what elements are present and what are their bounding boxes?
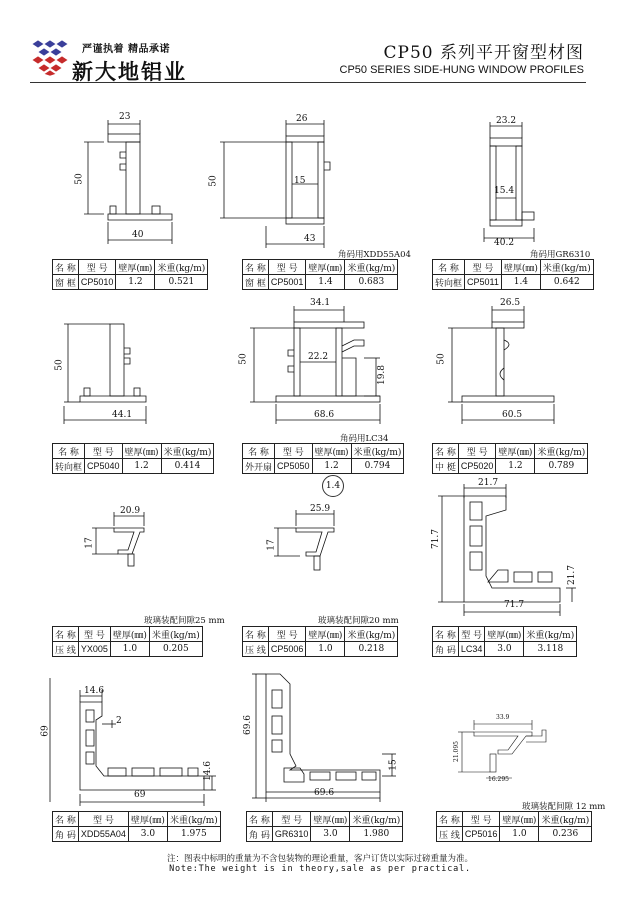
dim-label: 43	[304, 234, 316, 244]
glazing-gap-note: 玻璃装配间隙 12 mm	[522, 802, 606, 812]
dim-label: 15.4	[494, 186, 515, 196]
col-header: 米重(kg/m)	[539, 812, 592, 827]
spec-table-yx005	[52, 626, 203, 657]
spec-table-xdd55a04	[52, 811, 221, 842]
cell-thick: 3.0	[311, 827, 350, 842]
glazing-gap-note: 玻璃装配间隙20 mm	[318, 616, 399, 626]
dim-label: 69	[134, 790, 146, 800]
company-name: 新大地铝业	[72, 59, 187, 84]
dim-label: 50	[54, 359, 65, 371]
dim-label: 19.8	[377, 364, 388, 386]
col-header: 米重(kg/m)	[350, 812, 403, 827]
glazing-gap-note: 玻璃装配间隙25 mm	[144, 616, 225, 626]
col-header: 名 称	[53, 812, 79, 827]
dim-label: 40.2	[494, 238, 515, 248]
dim-label: 22.2	[308, 352, 329, 362]
spec-table-cp5016	[436, 811, 592, 842]
cell-thick: 1.4	[306, 275, 345, 290]
dim-label: 21.095	[453, 741, 460, 762]
col-header: 型 号	[458, 444, 496, 459]
col-header: 壁厚(㎜)	[306, 627, 345, 642]
dim-label: 71.7	[431, 528, 442, 550]
col-header: 壁厚(㎜)	[122, 444, 161, 459]
cell-name: 转向框	[53, 459, 85, 474]
col-header: 型 号	[78, 812, 128, 827]
col-header: 米重(kg/m)	[345, 627, 398, 642]
cell-weight: 0.683	[345, 275, 398, 290]
col-header: 名 称	[433, 260, 465, 275]
cell-model: CP5006	[268, 642, 306, 657]
col-header: 型 号	[78, 627, 110, 642]
cell-thick: 1.2	[122, 459, 161, 474]
col-header: 米重(kg/m)	[351, 444, 404, 459]
cell-weight: 0.414	[161, 459, 214, 474]
cell-weight: 0.521	[155, 275, 208, 290]
thickness-circle-mark: 1.4	[322, 475, 344, 497]
col-header: 名 称	[243, 260, 269, 275]
dim-label: 60.5	[502, 410, 523, 420]
dim-label: 71.7	[504, 600, 525, 610]
col-header: 名 称	[53, 444, 85, 459]
company-logo-icon	[28, 40, 72, 76]
cell-model: XDD55A04	[78, 827, 128, 842]
cell-model: YX005	[78, 642, 110, 657]
header-divider	[30, 82, 586, 83]
dim-label: 16.295	[488, 776, 509, 783]
cell-name: 压 线	[437, 827, 463, 842]
spec-table-cp5050	[242, 443, 404, 474]
cell-model: CP5050	[275, 459, 313, 474]
col-header: 米重(kg/m)	[540, 260, 593, 275]
profile-drawing-yx005	[84, 506, 174, 586]
dim-label: 50	[74, 173, 85, 185]
dim-label: 40	[132, 230, 144, 240]
cell-thick: 1.0	[110, 642, 149, 657]
cell-name: 角 码	[433, 642, 459, 657]
dim-label: 2	[116, 716, 122, 726]
cell-weight: 0.236	[539, 827, 592, 842]
cell-name: 压 线	[243, 642, 269, 657]
profile-drawing-cp5016	[452, 712, 562, 792]
cell-name: 转向框	[433, 275, 465, 290]
col-header: 米重(kg/m)	[161, 444, 214, 459]
cell-model: CP5010	[78, 275, 116, 290]
col-header: 型 号	[272, 812, 311, 827]
profile-drawing-cp5020	[434, 298, 574, 428]
profile-drawing-gr6310	[244, 668, 404, 808]
col-header: 型 号	[78, 260, 116, 275]
col-header: 名 称	[243, 444, 275, 459]
col-header: 壁厚(㎜)	[128, 812, 167, 827]
cell-thick: 1.2	[496, 459, 535, 474]
profile-drawing-cp5010	[70, 112, 190, 252]
spec-table-cp5010	[52, 259, 208, 290]
dim-label: 23.2	[496, 116, 517, 126]
col-header: 壁厚(㎜)	[116, 260, 155, 275]
col-header: 名 称	[437, 812, 463, 827]
col-header: 米重(kg/m)	[535, 444, 588, 459]
col-header: 名 称	[243, 627, 269, 642]
cell-weight: 0.218	[345, 642, 398, 657]
profile-drawing-cp5001	[206, 114, 336, 254]
cell-name: 窗 框	[243, 275, 269, 290]
cell-thick: 1.0	[500, 827, 539, 842]
profile-drawing-cp5006	[266, 504, 356, 584]
col-header: 型 号	[85, 444, 123, 459]
cell-name: 中 梃	[433, 459, 459, 474]
spec-table-gr6310	[246, 811, 403, 842]
footer-note-en: Note:The weight is in theory,sale as per practical.	[169, 864, 471, 874]
profile-drawing-lc34	[426, 478, 586, 618]
spec-table-lc34	[432, 626, 577, 657]
cell-name: 压 线	[53, 642, 79, 657]
col-header: 壁厚(㎜)	[306, 260, 345, 275]
cell-weight: 0.794	[351, 459, 404, 474]
col-header: 型 号	[275, 444, 313, 459]
col-header: 型 号	[458, 627, 485, 642]
cell-model: CP5016	[462, 827, 500, 842]
cell-model: CP5020	[458, 459, 496, 474]
cell-model: LC34	[458, 642, 485, 657]
cell-weight: 1.980	[350, 827, 403, 842]
col-header: 米重(kg/m)	[524, 627, 577, 642]
col-header: 米重(kg/m)	[345, 260, 398, 275]
spec-table-cp5040	[52, 443, 214, 474]
dim-label: 33.9	[496, 714, 510, 721]
cell-weight: 0.789	[535, 459, 588, 474]
cell-model: CP5001	[268, 275, 306, 290]
col-header: 名 称	[433, 444, 459, 459]
col-header: 名 称	[53, 260, 79, 275]
cell-model: CP5040	[85, 459, 123, 474]
profile-drawing-cp5050	[236, 298, 396, 428]
col-header: 壁厚(㎜)	[312, 444, 351, 459]
cell-weight: 3.118	[524, 642, 577, 657]
dim-label: 25.9	[310, 504, 331, 514]
col-header: 型 号	[268, 260, 306, 275]
col-header: 壁厚(㎜)	[311, 812, 350, 827]
dim-label: 50	[436, 353, 447, 365]
dim-label: 15	[388, 759, 399, 771]
cell-thick: 1.2	[116, 275, 155, 290]
company-slogan: 严谨执着 精品承诺	[82, 44, 170, 55]
dim-label: 17	[266, 539, 277, 551]
dim-label: 69.6	[243, 714, 254, 736]
col-header: 型 号	[465, 260, 502, 275]
dim-label: 50	[208, 175, 219, 187]
col-header: 型 号	[268, 627, 306, 642]
corner-cleat-note: 角码用XDD55A04	[338, 250, 411, 260]
cell-thick: 1.0	[306, 642, 345, 657]
col-header: 名 称	[247, 812, 273, 827]
dim-label: 69	[40, 725, 51, 737]
dim-label: 44.1	[112, 410, 133, 420]
spec-table-cp5001	[242, 259, 398, 290]
dim-label: 34.1	[310, 298, 331, 308]
page-title-cn: CP50 系列平开窗型材图	[383, 43, 584, 63]
dim-label: 23	[119, 112, 131, 122]
col-header: 米重(kg/m)	[167, 812, 220, 827]
col-header: 壁厚(㎜)	[501, 260, 540, 275]
col-header: 米重(kg/m)	[149, 627, 202, 642]
col-header: 型 号	[462, 812, 500, 827]
dim-label: 26.5	[500, 298, 521, 308]
cell-weight: 0.642	[540, 275, 593, 290]
page-title-en: CP50 SERIES SIDE-HUNG WINDOW PROFILES	[339, 64, 584, 76]
col-header: 壁厚(㎜)	[110, 627, 149, 642]
cell-name: 角 码	[247, 827, 273, 842]
col-header: 米重(kg/m)	[155, 260, 208, 275]
col-header: 壁厚(㎜)	[500, 812, 539, 827]
corner-cleat-note: 角码用LC34	[340, 434, 389, 444]
dim-label: 68.6	[314, 410, 335, 420]
cell-name: 外开扇	[243, 459, 275, 474]
dim-label: 20.9	[120, 506, 141, 516]
col-header: 壁厚(㎜)	[496, 444, 535, 459]
footer-note-cn: 注：图表中标明的重量为不含包装物的理论重量，客户订货以实际过磅重量为准。	[166, 854, 473, 864]
spec-table-cp5020	[432, 443, 588, 474]
dim-label: 26	[296, 114, 308, 124]
spec-table-cp5006	[242, 626, 398, 657]
profile-drawing-xdd55a04	[40, 672, 220, 812]
cell-thick: 1.4	[501, 275, 540, 290]
col-header: 壁厚(㎜)	[485, 627, 524, 642]
dim-label: 14.6	[203, 760, 214, 782]
cell-model: GR6310	[272, 827, 311, 842]
cell-thick: 1.2	[312, 459, 351, 474]
spec-table-cp5011	[432, 259, 594, 290]
cell-name: 窗 框	[53, 275, 79, 290]
cell-name: 角 码	[53, 827, 79, 842]
dim-label: 14.6	[84, 686, 105, 696]
dim-label: 17	[84, 537, 95, 549]
cell-thick: 3.0	[485, 642, 524, 657]
corner-cleat-note: 角码用GR6310	[530, 250, 591, 260]
col-header: 名 称	[433, 627, 459, 642]
cell-model: CP5011	[465, 275, 502, 290]
cell-weight: 1.975	[167, 827, 220, 842]
dim-label: 21.7	[567, 564, 578, 586]
profile-drawing-cp5011	[452, 116, 572, 256]
col-header: 名 称	[53, 627, 79, 642]
dim-label: 21.7	[478, 478, 499, 488]
cell-weight: 0.205	[149, 642, 202, 657]
dim-label: 15	[294, 176, 306, 186]
profile-drawing-cp5040	[50, 318, 170, 428]
dim-label: 50	[238, 353, 249, 365]
dim-label: 69.6	[314, 788, 335, 798]
cell-thick: 3.0	[128, 827, 167, 842]
